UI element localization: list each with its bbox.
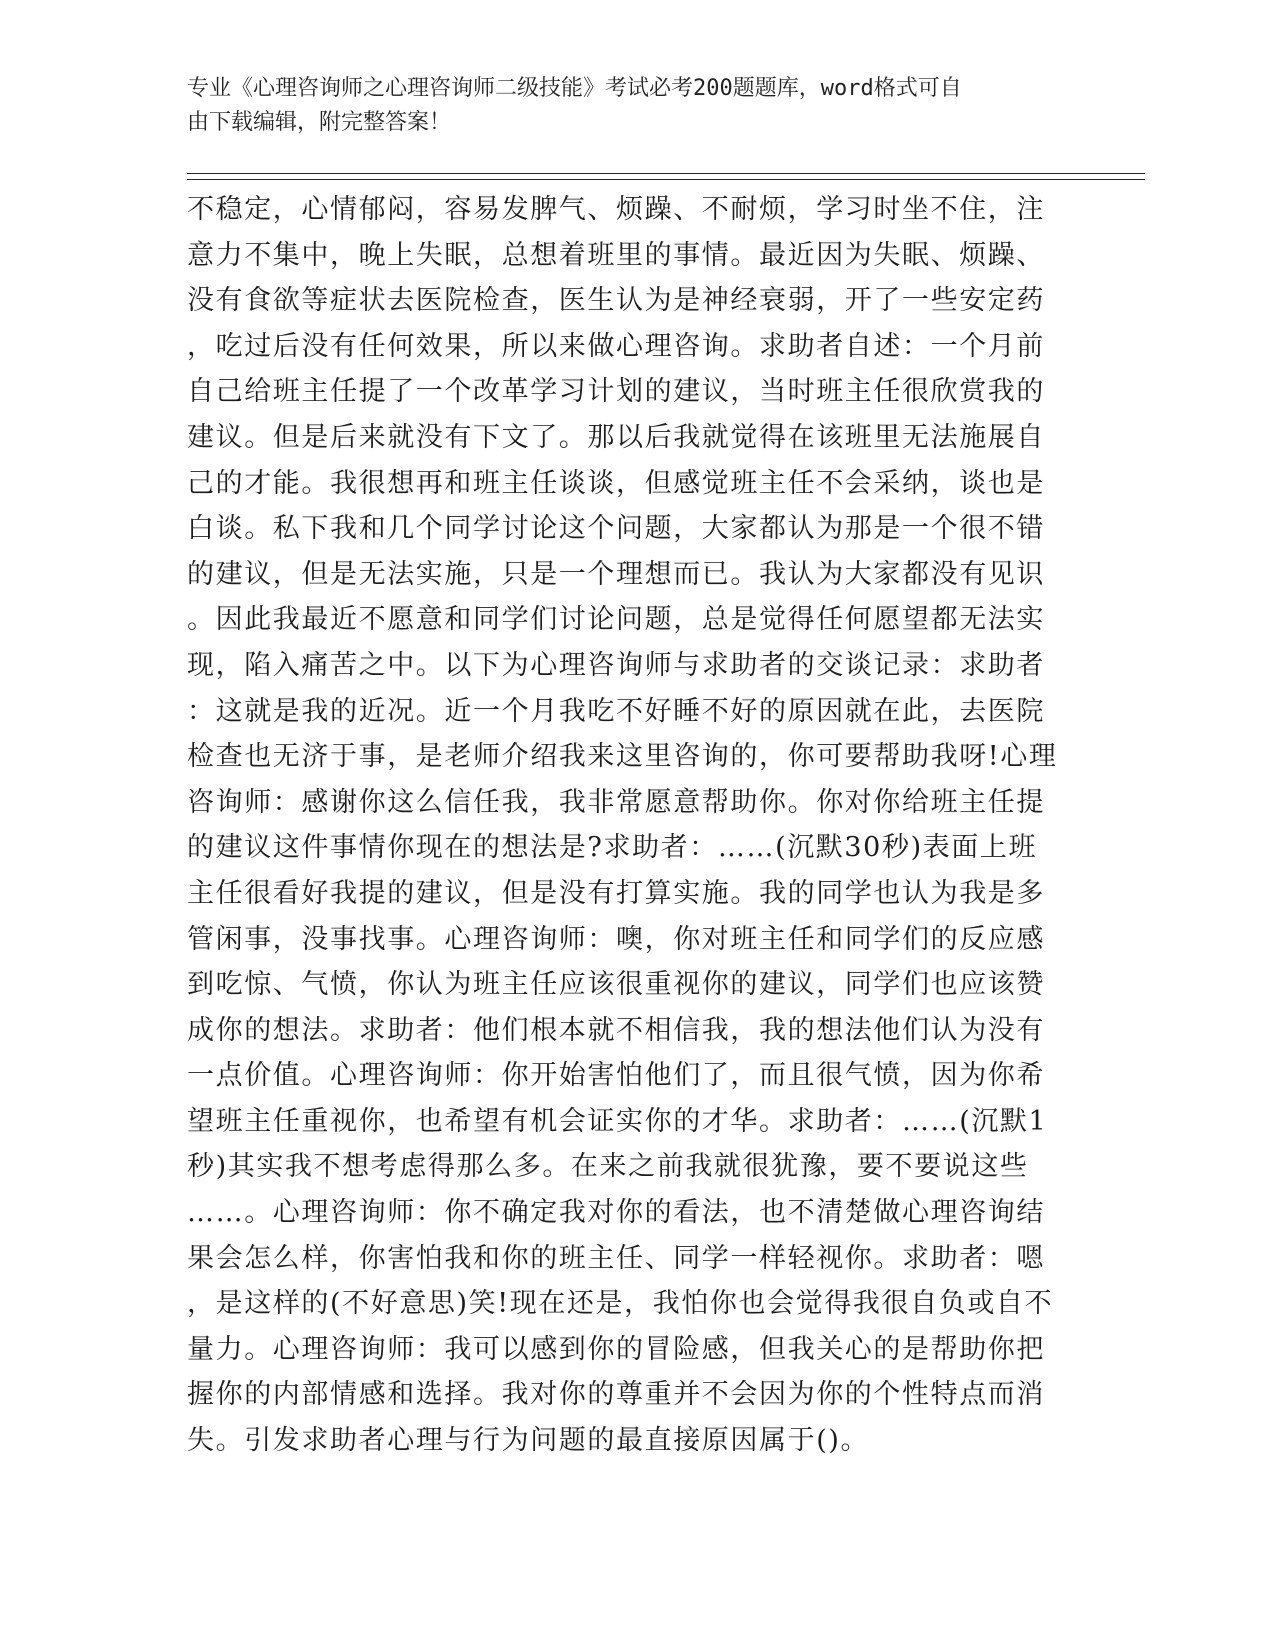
text-line: ，是这样的(不好意思)笑!现在还是，我怕你也会觉得我很自负或自不 [187, 1288, 1054, 1320]
text-line: 白谈。私下我和几个同学讨论这个问题，大家都认为那是一个很不错 [187, 513, 1045, 545]
text-line: 自己给班主任提了一个改革学习计划的建议，当时班主任很欣赏我的 [187, 376, 1045, 408]
text-line: 量力。心理咨询师：我可以感到你的冒险感，但我关心的是帮助你把 [187, 1333, 1045, 1365]
text-line: 管闲事，没事找事。心理咨询师：噢，你对班主任和同学们的反应感 [187, 923, 1045, 955]
text-line: 咨询师：感谢你这么信任我，我非常愿意帮助你。你对你给班主任提 [187, 786, 1045, 818]
text-line: 现，陷入痛苦之中。以下为心理咨询师与求助者的交谈记录：求助者 [187, 649, 1045, 681]
text-line: 建议。但是后来就没有下文了。那以后我就觉得在该班里无法施展自 [187, 421, 1045, 453]
text-line: 的建议，但是无法实施，只是一个理想而已。我认为大家都没有见识 [187, 558, 1045, 590]
text-line: 检查也无济于事，是老师介绍我来这里咨询的，你可要帮助我呀!心理 [187, 741, 1058, 773]
text-line: 主任很看好我提的建议，但是没有打算实施。我的同学也认为我是多 [187, 877, 1045, 909]
page-header [187, 72, 1067, 140]
text-line: 握你的内部情感和选择。我对你的尊重并不会因为你的个性特点而消 [187, 1379, 1045, 1411]
text-line: 果会怎么样，你害怕我和你的班主任、同学一样轻视你。求助者：嗯 [187, 1242, 1045, 1274]
text-line: 不稳定，心情郁闷，容易发脾气、烦躁、不耐烦，学习时坐不住，注 [187, 194, 1045, 225]
header-line: 专业《心理咨询师之心理咨询师二级技能》考试必考200题题库，word格式可自 [187, 76, 962, 101]
text-line: 没有食欲等症状去医院检查，医生认为是神经衰弱，开了一些安定药 [187, 285, 1045, 317]
text-line: 意力不集中，晚上失眠，总想着班里的事情。最近因为失眠、烦躁、 [187, 239, 1045, 271]
text-line: 成你的想法。求助者：他们根本就不相信我，我的想法他们认为没有 [187, 1014, 1045, 1046]
text-line: 到吃惊、气愤，你认为班主任应该很重视你的建议，同学们也应该赞 [187, 969, 1045, 1001]
header-line: 由下载编辑，附完整答案！ [187, 110, 452, 135]
header-divider-top [187, 173, 1145, 174]
question-text [187, 187, 1087, 1464]
header-divider-bottom [187, 179, 1145, 180]
text-line: ，吃过后没有任何效果，所以来做心理咨询。求助者自述：一个月前 [187, 330, 1045, 362]
text-line: 望班主任重视你，也希望有机会证实你的才华。求助者：……(沉默1 [187, 1105, 1048, 1137]
text-line: ……。心理咨询师：你不确定我对你的看法，也不清楚做心理咨询结 [187, 1197, 1045, 1229]
text-line: 一点价值。心理咨询师：你开始害怕他们了，而且很气愤，因为你希 [187, 1060, 1045, 1092]
text-line: 秒)其实我不想考虑得那么多。在来之前我就很犹豫，要不要说这些 [187, 1151, 1029, 1183]
text-line: 的建议这件事情你现在的想法是?求助者：……(沉默30秒)表面上班 [187, 832, 1038, 864]
text-line: 己的才能。我很想再和班主任谈谈，但感觉班主任不会采纳，谈也是 [187, 467, 1045, 499]
text-line: 失。引发求助者心理与行为问题的最直接原因属于()。 [187, 1425, 870, 1457]
text-line: ：这就是我的近况。近一个月我吃不好睡不好的原因就在此，去医院 [187, 695, 1045, 727]
text-line: 。因此我最近不愿意和同学们讨论问题，总是觉得任何愿望都无法实 [187, 604, 1045, 636]
